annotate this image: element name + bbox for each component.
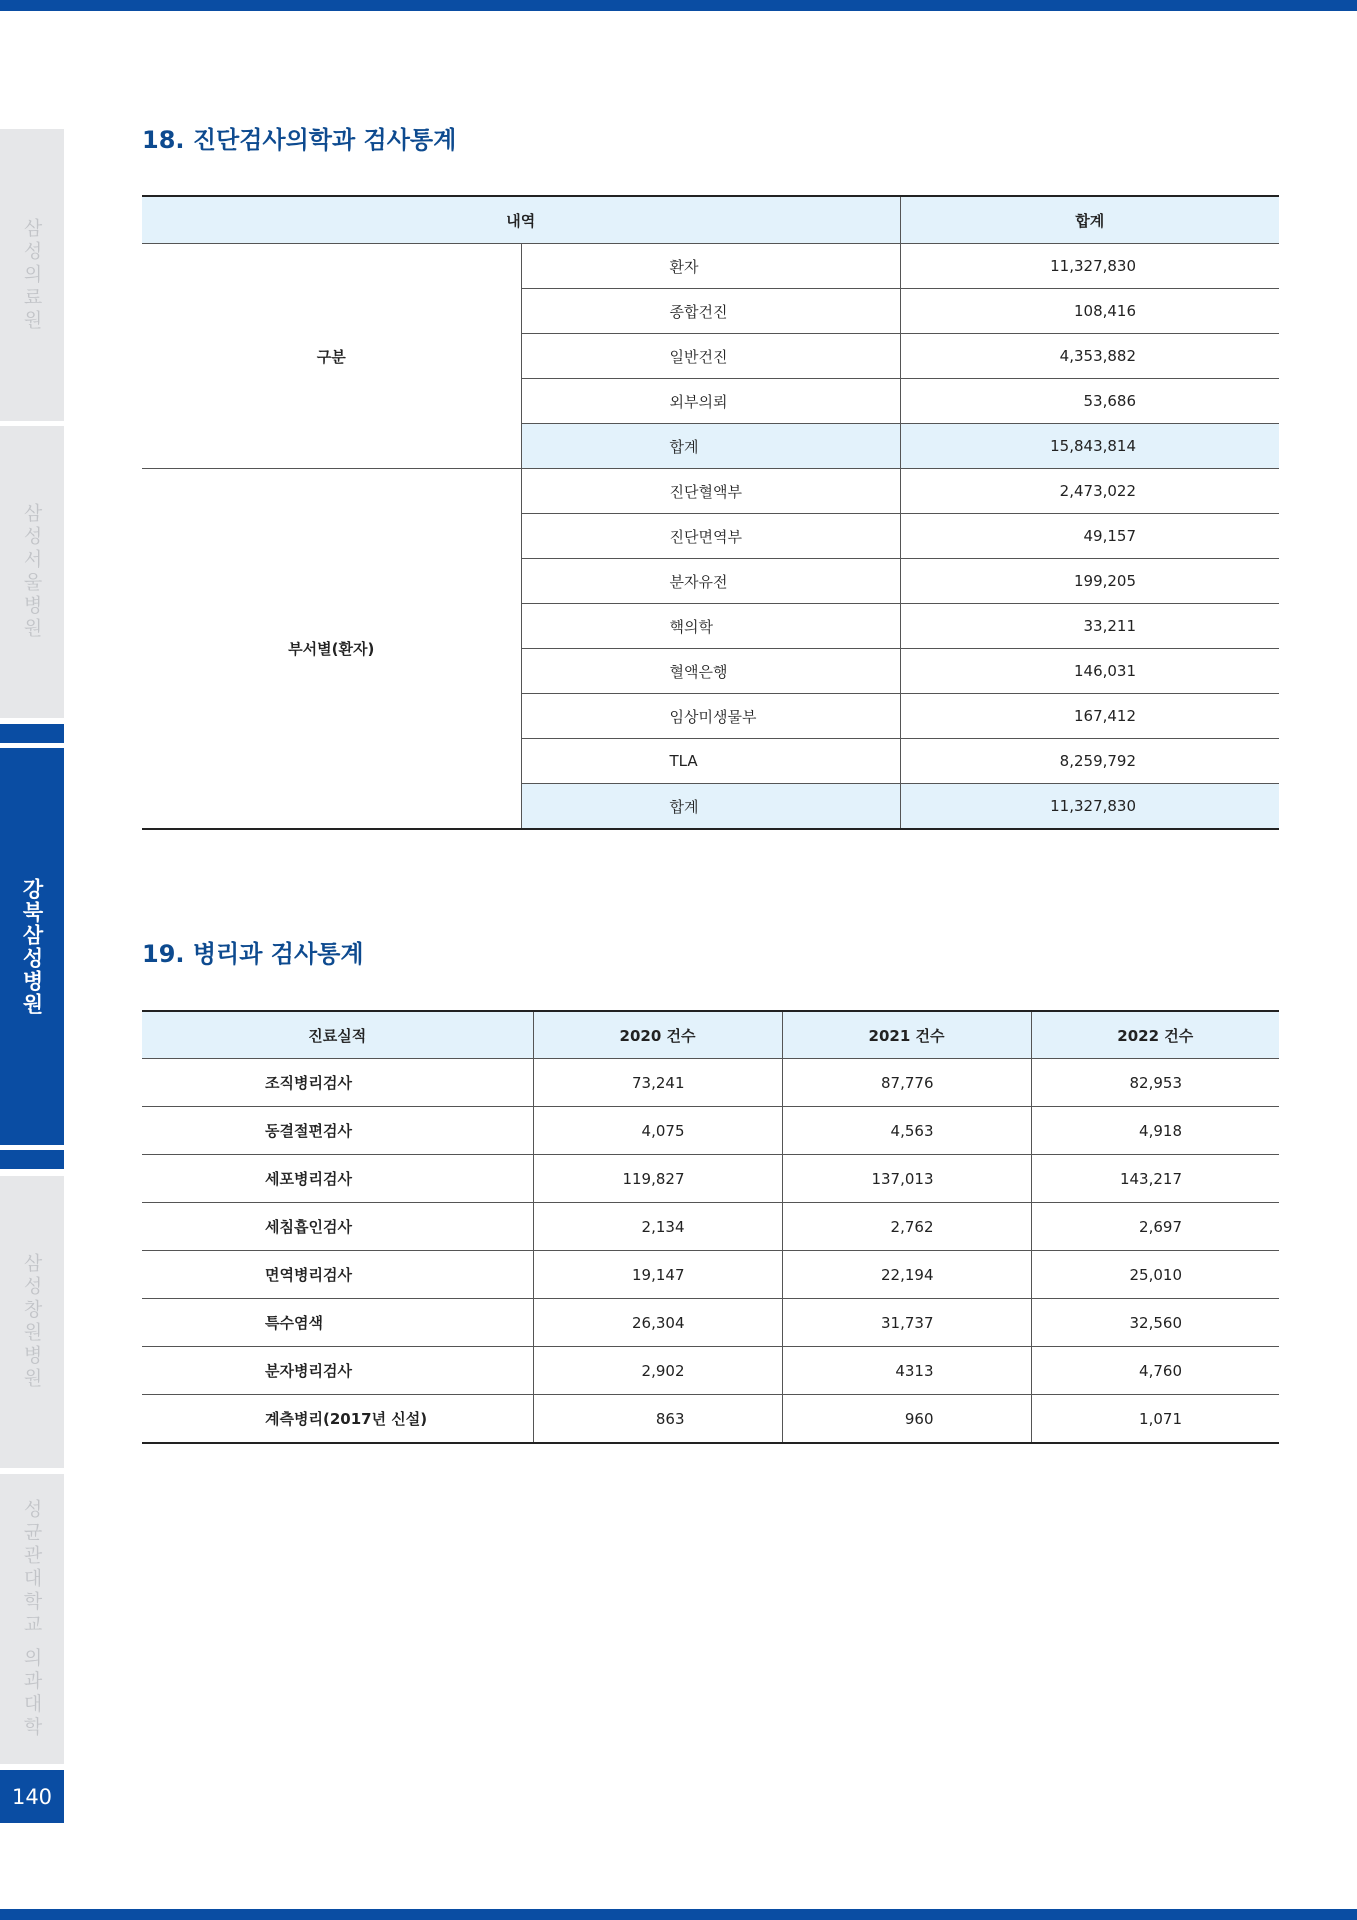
row-value: 4,353,882 <box>900 334 1279 379</box>
row-value: 146,031 <box>900 649 1279 694</box>
table-row <box>142 1347 1279 1395</box>
row-item: 혈액은행 <box>521 649 900 694</box>
side-tab-skku-medical-school[interactable] <box>0 1474 64 1764</box>
side-tab-samsung-seoul-hospital[interactable] <box>0 426 64 718</box>
section-18-title: 18. 진단검사의학과 검사통계 <box>142 126 457 154</box>
row-item: 외부의뢰 <box>521 379 900 424</box>
value-2021: 31,737 <box>782 1299 1031 1347</box>
side-tab-kangbuk-samsung-hospital[interactable] <box>0 748 64 1145</box>
value-2021: 4313 <box>782 1347 1031 1395</box>
row-label: 조직병리검사 <box>142 1059 533 1107</box>
value-2020: 119,827 <box>533 1155 782 1203</box>
side-tab-samsung-medical-center[interactable] <box>0 129 64 421</box>
value-2020: 19,147 <box>533 1251 782 1299</box>
row-item: 진단혈액부 <box>521 469 900 514</box>
value-2022: 143,217 <box>1031 1155 1279 1203</box>
section-19-title: 19. 병리과 검사통계 <box>142 940 364 968</box>
row-item: 환자 <box>521 244 900 289</box>
table-row <box>142 1395 1279 1444</box>
table-header-row <box>142 1011 1279 1059</box>
row-label: 동결절편검사 <box>142 1107 533 1155</box>
table-row <box>142 1155 1279 1203</box>
row-value: 108,416 <box>900 289 1279 334</box>
row-item: 핵의학 <box>521 604 900 649</box>
page-number: 140 <box>0 1770 64 1823</box>
value-2020: 73,241 <box>533 1059 782 1107</box>
side-tab-label: 삼성서울병원 <box>20 503 43 641</box>
row-item: 분자유전 <box>521 559 900 604</box>
side-tab-samsung-changwon-hospital[interactable] <box>0 1176 64 1468</box>
row-item: TLA <box>521 739 900 784</box>
active-tab-accent-top <box>0 724 64 743</box>
value-2022: 82,953 <box>1031 1059 1279 1107</box>
side-tab-label: 강북삼성병원 <box>20 877 44 1016</box>
header-cell: 진료실적 <box>142 1011 533 1059</box>
row-item: 진단면역부 <box>521 514 900 559</box>
value-2022: 1,071 <box>1031 1395 1279 1444</box>
row-label: 면역병리검사 <box>142 1251 533 1299</box>
header-detail: 내역 <box>142 196 900 244</box>
row-label: 계측병리(2017년 신설) <box>142 1395 533 1444</box>
table-row <box>142 1251 1279 1299</box>
value-2020: 4,075 <box>533 1107 782 1155</box>
row-value: 11,327,830 <box>900 244 1279 289</box>
table-row <box>142 1299 1279 1347</box>
row-value: 49,157 <box>900 514 1279 559</box>
value-2021: 960 <box>782 1395 1031 1444</box>
table-row <box>142 244 1279 289</box>
active-tab-accent-bottom <box>0 1150 64 1169</box>
row-value: 2,473,022 <box>900 469 1279 514</box>
bottom-accent-bar <box>0 1909 1357 1920</box>
header-cell: 2021 건수 <box>782 1011 1031 1059</box>
row-value: 15,843,814 <box>900 424 1279 469</box>
row-label: 분자병리검사 <box>142 1347 533 1395</box>
value-2021: 2,762 <box>782 1203 1031 1251</box>
group-label: 구분 <box>142 244 521 469</box>
value-2021: 137,013 <box>782 1155 1031 1203</box>
top-accent-bar <box>0 0 1357 11</box>
value-2020: 2,902 <box>533 1347 782 1395</box>
row-value: 11,327,830 <box>900 784 1279 830</box>
row-value: 33,211 <box>900 604 1279 649</box>
value-2020: 863 <box>533 1395 782 1444</box>
value-2021: 22,194 <box>782 1251 1031 1299</box>
value-2021: 4,563 <box>782 1107 1031 1155</box>
row-value: 53,686 <box>900 379 1279 424</box>
row-label: 세침흡인검사 <box>142 1203 533 1251</box>
value-2022: 4,918 <box>1031 1107 1279 1155</box>
header-total: 합계 <box>900 196 1279 244</box>
row-value: 167,412 <box>900 694 1279 739</box>
header-cell: 2022 건수 <box>1031 1011 1279 1059</box>
row-item: 합계 <box>521 784 900 830</box>
lab-medicine-stats-table <box>142 195 1279 830</box>
side-tab-label: 삼성의료원 <box>20 217 43 333</box>
row-item: 종합건진 <box>521 289 900 334</box>
row-value: 8,259,792 <box>900 739 1279 784</box>
value-2020: 26,304 <box>533 1299 782 1347</box>
value-2020: 2,134 <box>533 1203 782 1251</box>
side-tab-label: 삼성창원병원 <box>20 1253 43 1391</box>
value-2021: 87,776 <box>782 1059 1031 1107</box>
table-row <box>142 1203 1279 1251</box>
group-label: 부서별(환자) <box>142 469 521 830</box>
header-cell: 2020 건수 <box>533 1011 782 1059</box>
row-label: 특수염색 <box>142 1299 533 1347</box>
row-item: 일반건진 <box>521 334 900 379</box>
side-tab-label: 성균관대학교 의과대학 <box>20 1498 43 1740</box>
row-label: 세포병리검사 <box>142 1155 533 1203</box>
value-2022: 4,760 <box>1031 1347 1279 1395</box>
value-2022: 25,010 <box>1031 1251 1279 1299</box>
row-item: 임상미생물부 <box>521 694 900 739</box>
table-header-row <box>142 196 1279 244</box>
table-row <box>142 469 1279 514</box>
pathology-stats-table <box>142 1010 1279 1444</box>
table-row <box>142 1059 1279 1107</box>
row-item: 합계 <box>521 424 900 469</box>
value-2022: 2,697 <box>1031 1203 1279 1251</box>
value-2022: 32,560 <box>1031 1299 1279 1347</box>
row-value: 199,205 <box>900 559 1279 604</box>
table-row <box>142 1107 1279 1155</box>
